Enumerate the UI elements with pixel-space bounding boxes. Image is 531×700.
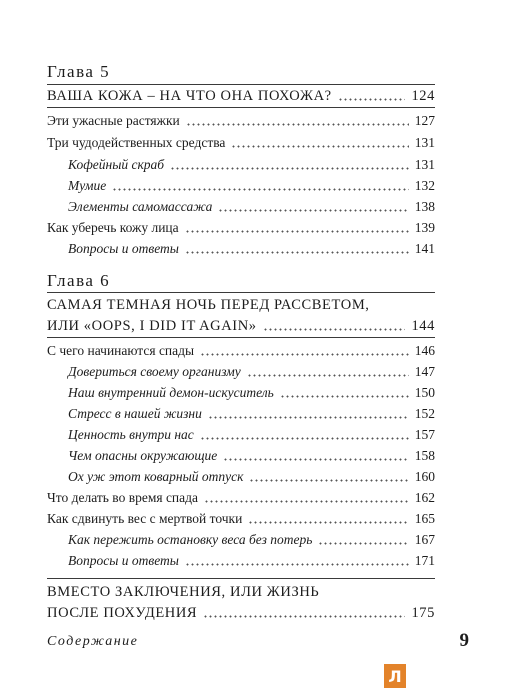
toc-heading-title: ВАША КОЖА – НА ЧТО ОНА ПОХОЖА? xyxy=(47,88,332,104)
toc-subentry[interactable] xyxy=(47,199,435,215)
section-rule xyxy=(47,107,435,108)
toc-subentry-title: Ох уж этот коварный отпуск xyxy=(68,469,244,484)
dot-leader xyxy=(247,374,409,377)
dot-leader xyxy=(248,521,408,524)
toc-page-number: 139 xyxy=(414,220,435,235)
dot-leader xyxy=(204,500,409,503)
section-rule xyxy=(47,578,435,579)
toc-entry-title: Три чудодейственных средства xyxy=(47,135,226,150)
toc-entry-title: Что делать во время спада xyxy=(47,490,199,505)
toc-heading-line: ВМЕСТО ЗАКЛЮЧЕНИЯ, ИЛИ ЖИЗНЬ xyxy=(47,584,320,600)
toc-entry[interactable] xyxy=(47,511,435,527)
toc-page-number: 158 xyxy=(414,448,435,463)
toc-subentry[interactable] xyxy=(47,178,435,194)
toc-subentry[interactable] xyxy=(47,385,435,401)
toc-subentry[interactable] xyxy=(47,406,435,422)
toc-page-number: 175 xyxy=(411,605,435,621)
dot-leader xyxy=(185,563,409,566)
dot-leader xyxy=(223,458,408,461)
toc-subentry-title: Вопросы и ответы xyxy=(68,553,179,568)
toc-page-number: 160 xyxy=(414,469,435,484)
dot-leader xyxy=(231,145,408,148)
dot-leader xyxy=(218,209,408,212)
toc-page-number: 171 xyxy=(414,553,435,568)
chapter-label: Глава 6 xyxy=(47,271,111,290)
toc-subentry-title: Довериться своему организму xyxy=(68,364,241,379)
toc-page-number: 146 xyxy=(414,343,435,358)
toc-entry[interactable] xyxy=(47,343,435,359)
toc-subentry-title: Кофейный скраб xyxy=(68,157,165,172)
toc-subentry[interactable] xyxy=(47,553,435,569)
chapter-label: Глава 5 xyxy=(47,62,111,81)
dot-leader xyxy=(186,123,409,126)
dot-leader xyxy=(112,188,408,191)
toc-page-number: 127 xyxy=(414,113,435,128)
toc-subentry-title: Вопросы и ответы xyxy=(68,241,179,256)
toc-entry[interactable] xyxy=(47,113,435,129)
toc-page-number: 131 xyxy=(414,157,435,172)
toc-heading-title: ИЛИ «OOPS, I DID IT AGAIN» xyxy=(47,318,257,334)
dot-leader xyxy=(203,615,405,618)
toc-page-number: 124 xyxy=(411,88,435,104)
toc-subentry[interactable] xyxy=(47,532,435,548)
chapter-rule xyxy=(47,84,435,85)
toc-entry-title: Как уберечь кожу лица xyxy=(47,220,179,235)
toc-subentry-title: Мумие xyxy=(68,178,107,193)
toc-subentry-title: Элементы самомассажа xyxy=(68,199,213,214)
toc-subentry-title: Стресс в нашей жизни xyxy=(68,406,202,421)
toc-subentry[interactable] xyxy=(47,364,435,380)
dot-leader xyxy=(263,328,406,331)
dot-leader xyxy=(249,479,408,482)
toc-subentry[interactable] xyxy=(47,448,435,464)
toc-subentry[interactable] xyxy=(47,469,435,485)
toc-page-number: 150 xyxy=(414,385,435,400)
toc-subentry-title: Чем опасны окружающие xyxy=(68,448,218,463)
toc-subentry-title: Ценность внутри нас xyxy=(68,427,194,442)
toc-entry[interactable] xyxy=(47,135,435,151)
toc-heading[interactable] xyxy=(47,318,435,334)
toc-entry-title: С чего начинаются спады xyxy=(47,343,195,358)
toc-page-number: 138 xyxy=(414,199,435,214)
toc-page-number: 131 xyxy=(414,135,435,150)
toc-subentry-title: Как пережить остановку веса без потерь xyxy=(68,532,313,547)
dot-leader xyxy=(280,395,409,398)
toc-page-number: 141 xyxy=(414,241,435,256)
running-footer-title: Содержание xyxy=(47,634,139,649)
toc-subentry[interactable] xyxy=(47,427,435,443)
toc-heading[interactable] xyxy=(47,88,435,104)
toc-page-number: 144 xyxy=(411,318,435,334)
toc-entry-title: Как сдвинуть вес с мертвой точки xyxy=(47,511,243,526)
toc-page-number: 147 xyxy=(414,364,435,379)
toc-subentry-title: Наш внутренний демон-искуситель xyxy=(68,385,274,400)
toc-page-number: 132 xyxy=(414,178,435,193)
dot-leader xyxy=(338,98,406,101)
toc-entry[interactable] xyxy=(47,490,435,506)
toc-heading-line: САМАЯ ТЕМНАЯ НОЧЬ ПЕРЕД РАССВЕТОМ, xyxy=(47,297,370,313)
toc-entry-title: Эти ужасные растяжки xyxy=(47,113,180,128)
toc-heading-title: ПОСЛЕ ПОХУДЕНИЯ xyxy=(47,605,198,621)
section-rule xyxy=(47,337,435,338)
toc-subentry[interactable] xyxy=(47,241,435,257)
dot-leader xyxy=(185,230,409,233)
dot-leader xyxy=(170,167,409,170)
dot-leader xyxy=(318,542,408,545)
toc-entry[interactable] xyxy=(47,220,435,236)
toc-heading[interactable] xyxy=(47,605,435,621)
page-number: 9 xyxy=(459,630,469,651)
publisher-logo-icon: Л xyxy=(384,664,406,688)
toc-page-number: 165 xyxy=(414,511,435,526)
toc-page-number: 162 xyxy=(414,490,435,505)
chapter-rule xyxy=(47,292,435,293)
dot-leader xyxy=(200,437,409,440)
toc-page-number: 152 xyxy=(414,406,435,421)
toc-page-number: 167 xyxy=(414,532,435,547)
toc-page-number: 157 xyxy=(414,427,435,442)
dot-leader xyxy=(208,416,409,419)
toc-subentry[interactable] xyxy=(47,157,435,173)
dot-leader xyxy=(200,353,409,356)
dot-leader xyxy=(185,251,409,254)
